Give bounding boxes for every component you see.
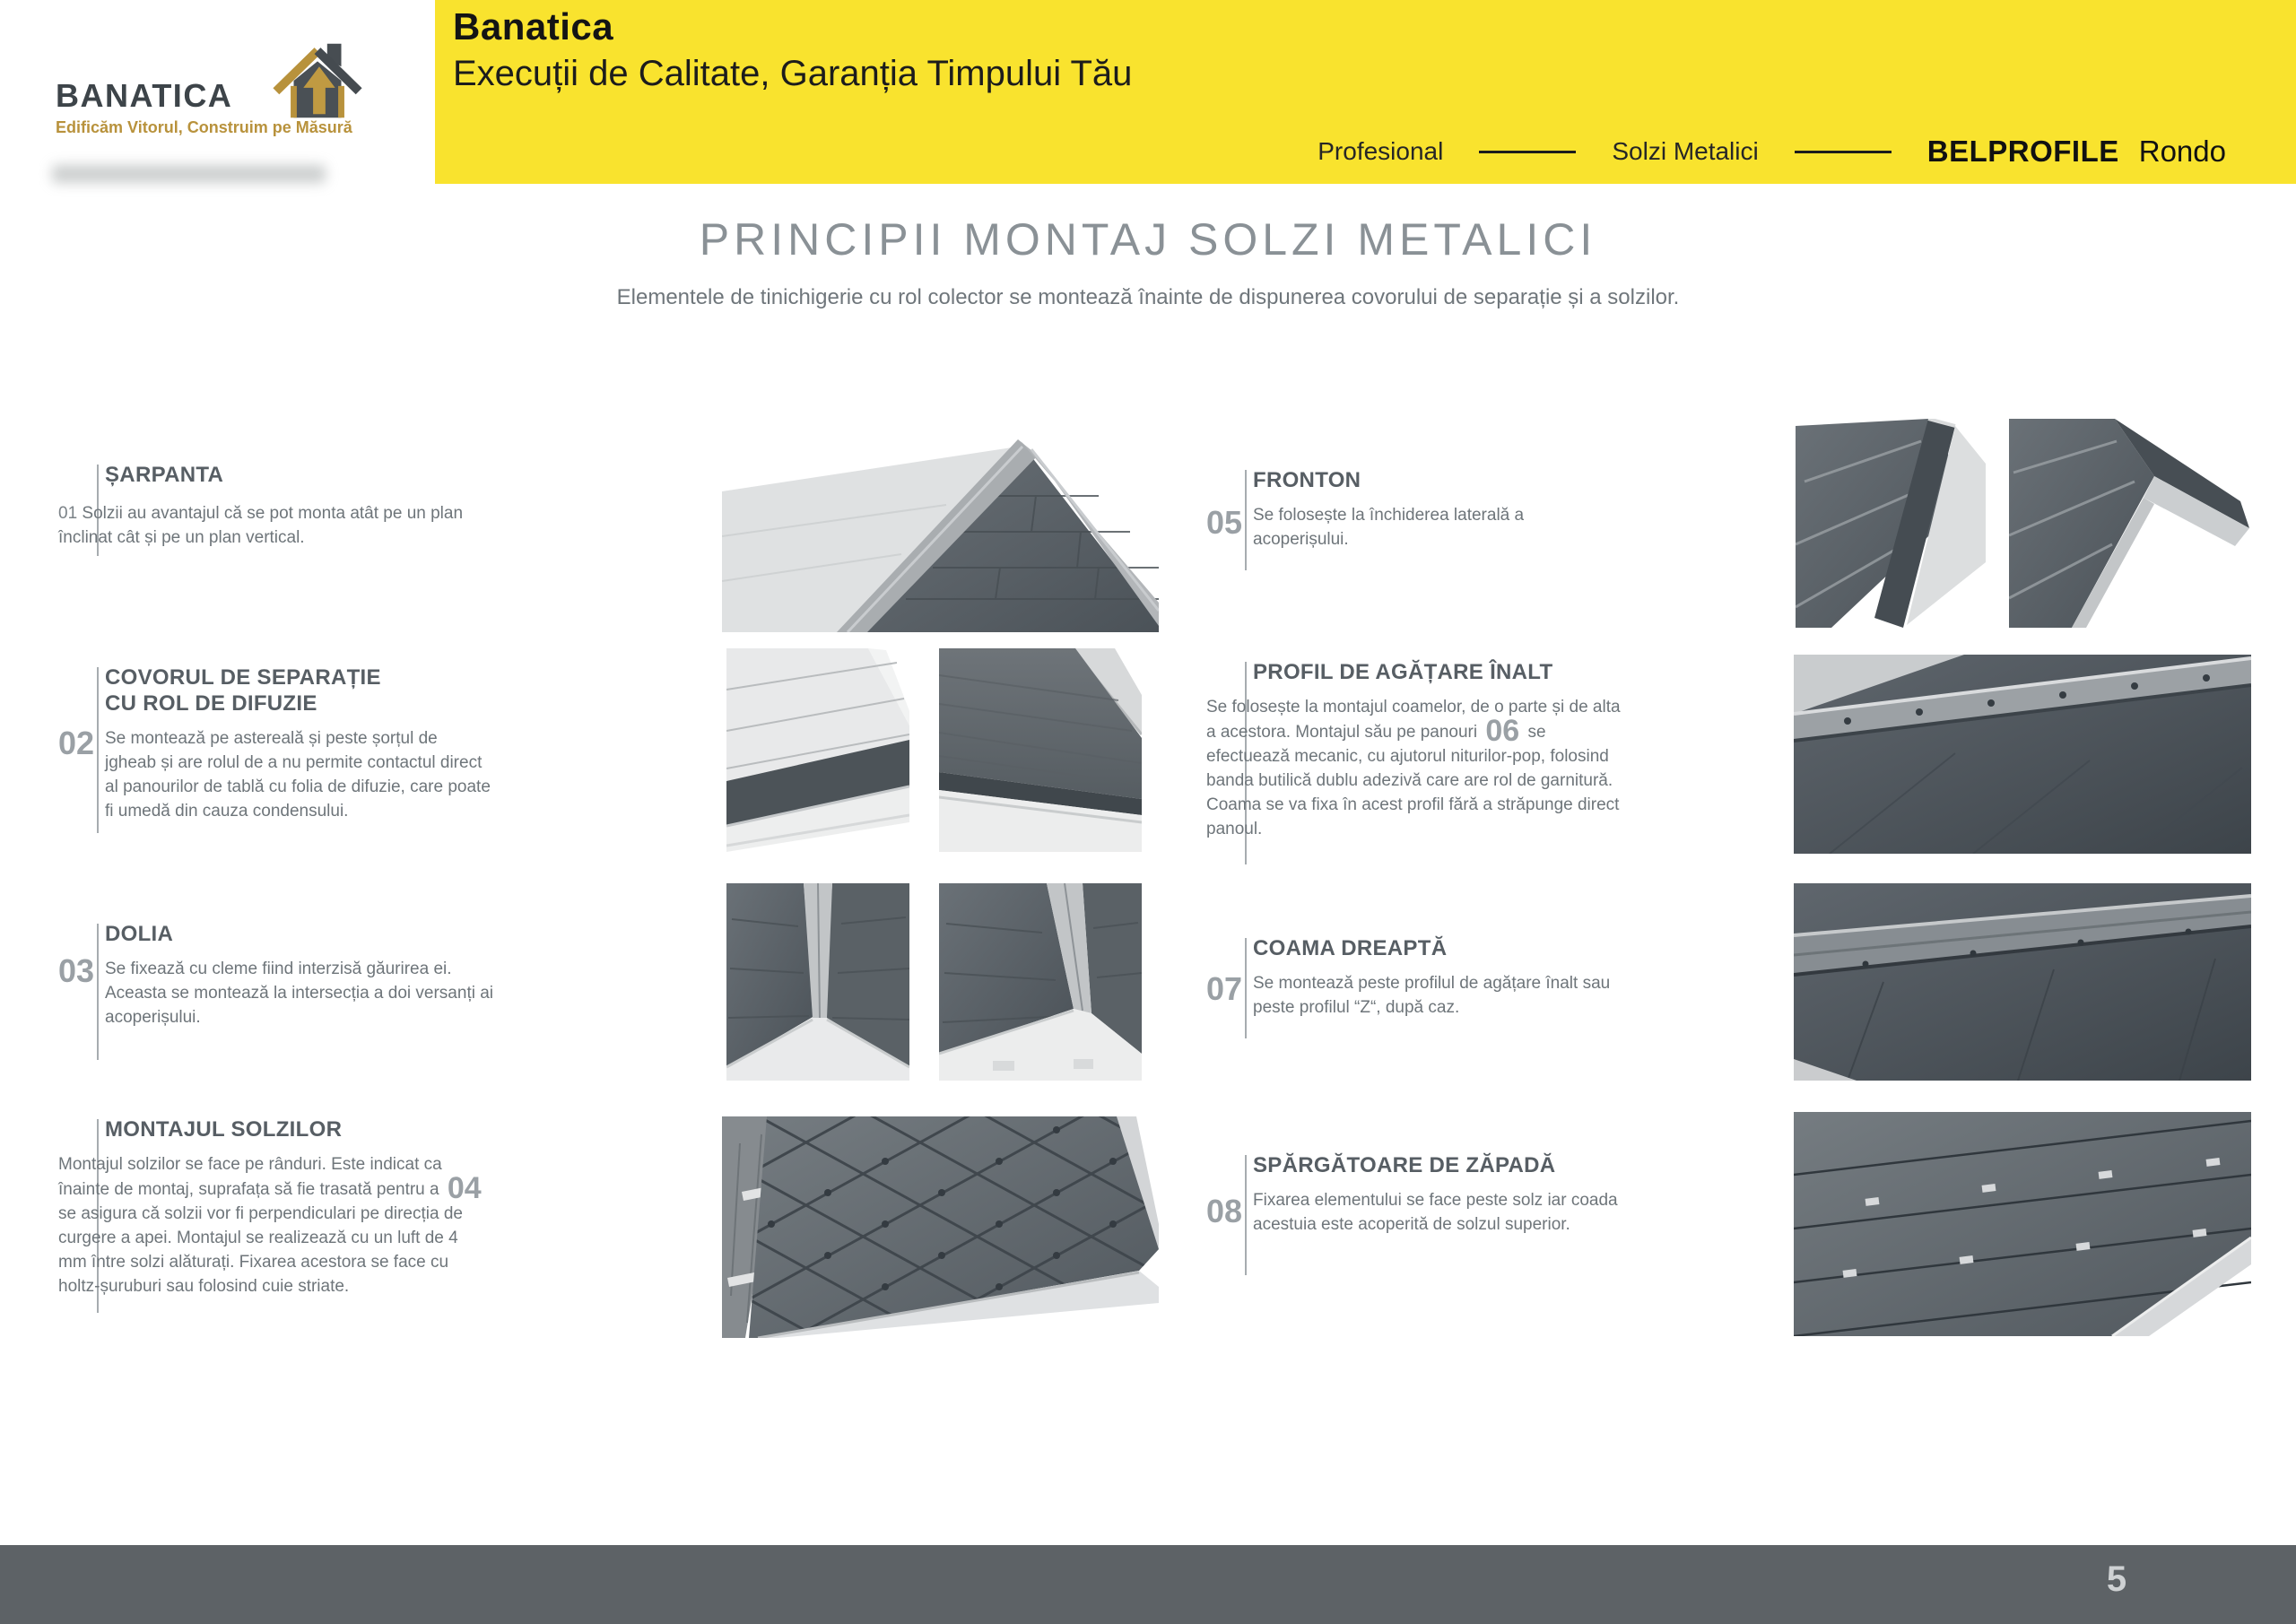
section-dolia <box>58 922 507 1029</box>
section-number: 06 <box>1485 713 1520 748</box>
page-number: 5 <box>2106 1559 2127 1599</box>
section-fronton <box>1206 468 1574 551</box>
section-body <box>58 501 507 550</box>
section-body: Se montează peste profilul de agățare înalt sau peste profilul “Z“, după caz. <box>1253 973 1611 1017</box>
section-text: Montajul solzilor se face pe rânduri. Este indicat ca înainte de montaj, suprafața să fie trasată pentru a <box>58 1154 442 1199</box>
illustration-astereala-sort-jgheab <box>726 648 909 852</box>
section-title: DOLIA <box>105 922 174 946</box>
yellow-header-banner <box>435 0 2296 184</box>
section-number: 07 <box>1206 970 1243 1007</box>
brand-name: BELPROFILE <box>1926 135 2119 168</box>
section-text: se asigura că solzii vor fi perpendiculari pe direcția de curgere a apei. Montajul se realizează cu un luft de 4 mm între solzi alăturați. Fixarea acestora se face cu holtz-șuruburi sau folosind cuie striate. <box>58 1203 463 1296</box>
house-icon <box>269 36 366 126</box>
section-text: se efectuează mecanic, cu ajutorul niturilor-pop, folosind banda butilică dublu adezivă care are rol de garnitură. Coama se va fixa în acest profil fără a străpunge direct panoul. <box>1206 722 1620 838</box>
section-title: PROFIL DE AGĂȚARE ÎNALT <box>1253 660 1553 684</box>
section-title: COVORUL DE SEPARAȚIE CU ROL DE DIFUZIE <box>105 665 381 716</box>
section-number: 08 <box>1206 1193 1243 1229</box>
section-covor-separatie <box>58 665 491 823</box>
illustration-covor-difuzie-membrana <box>939 648 1142 852</box>
section-text: Se folosește la montajul coamelor, de o parte și de alta a acestora. Montajul său pe panouri <box>1206 697 1621 742</box>
illustration-fronton-right <box>2009 419 2251 628</box>
banner-slogan: Execuții de Calitate, Garanția Timpului Tău <box>453 54 1133 93</box>
section-title: FRONTON <box>1253 468 1361 492</box>
section-sarpanta <box>58 463 507 550</box>
section-body <box>58 1152 487 1298</box>
divider-line <box>1795 151 1892 153</box>
blurred-address-strip <box>52 165 326 183</box>
section-spargatoare-zapada <box>1206 1153 1639 1237</box>
page-subtitle: Elementele de tinichigerie cu rol colector se montează înainte de dispunerea covorului de separație și a solzilor. <box>616 285 1680 309</box>
section-title: SPĂRGĂTOARE DE ZĂPADĂ <box>1253 1153 1556 1177</box>
illustration-coama-dreapta <box>1794 883 2251 1081</box>
section-number: 03 <box>58 952 95 989</box>
section-profil-agatare <box>1206 660 1628 841</box>
banner-title: Banatica <box>453 5 614 48</box>
section-body: Fixarea elementului se face peste solz iar coada acestuia este acoperită de solzul superior. <box>1253 1190 1618 1234</box>
section-body <box>1206 695 1628 841</box>
section-body: Se folosește la închiderea laterală a acoperișului. <box>1253 505 1525 549</box>
section-number: 05 <box>1206 504 1243 541</box>
company-logo <box>0 0 435 206</box>
section-body: Se montează pe astereală și peste șorțul de jgheab și are rolul de a nu permite contactul direct al panourilor de tablă cu folia de difuzie, care poate fi umedă din cauza condensului. <box>105 728 491 821</box>
section-number: 04 <box>447 1170 482 1205</box>
tag-product: Solzi Metalici <box>1612 137 1759 165</box>
banner-breadcrumb <box>1318 135 2226 169</box>
page-title: PRINCIPII MONTAJ SOLZI METALICI <box>699 214 1597 265</box>
illustration-profil-agatare-inalt <box>1794 655 2251 854</box>
section-number: 02 <box>58 725 95 761</box>
illustration-sarpanta-roof-peak <box>722 420 1159 632</box>
section-text: Solzii au avantajul că se pot monta atât pe un plan înclinat cât și pe un plan vertical. <box>58 503 464 547</box>
illustration-montaj-solzi-diamond-roof <box>722 1116 1159 1338</box>
illustration-fronton-left <box>1796 419 1986 628</box>
tag-profession: Profesional <box>1318 137 1444 165</box>
footer-bar <box>0 1545 2296 1624</box>
section-title: MONTAJUL SOLZILOR <box>105 1117 343 1142</box>
logo-wordmark: BANATICA <box>56 77 233 114</box>
section-title: ȘARPANTA <box>105 463 224 487</box>
section-number: 01 <box>58 503 78 523</box>
section-body: Se fixează cu cleme fiind interzisă găurirea ei. Aceasta se montează la intersecția a doi versanți ai acoperișului. <box>105 959 494 1027</box>
brand-series: Rondo <box>2138 135 2226 168</box>
section-montajul-solzilor <box>58 1117 487 1298</box>
section-title: COAMA DREAPTĂ <box>1253 936 1448 960</box>
logo-tagline: Edificăm Vitorul, Construim pe Măsură <box>56 118 352 136</box>
illustration-dolia-valley-left <box>726 883 909 1081</box>
section-coama-dreapta <box>1206 936 1639 1020</box>
divider-line <box>1479 151 1576 153</box>
section-divider-line <box>97 924 99 1060</box>
illustration-dolia-valley-right <box>939 883 1142 1081</box>
illustration-spargatoare-zapada <box>1794 1112 2251 1336</box>
